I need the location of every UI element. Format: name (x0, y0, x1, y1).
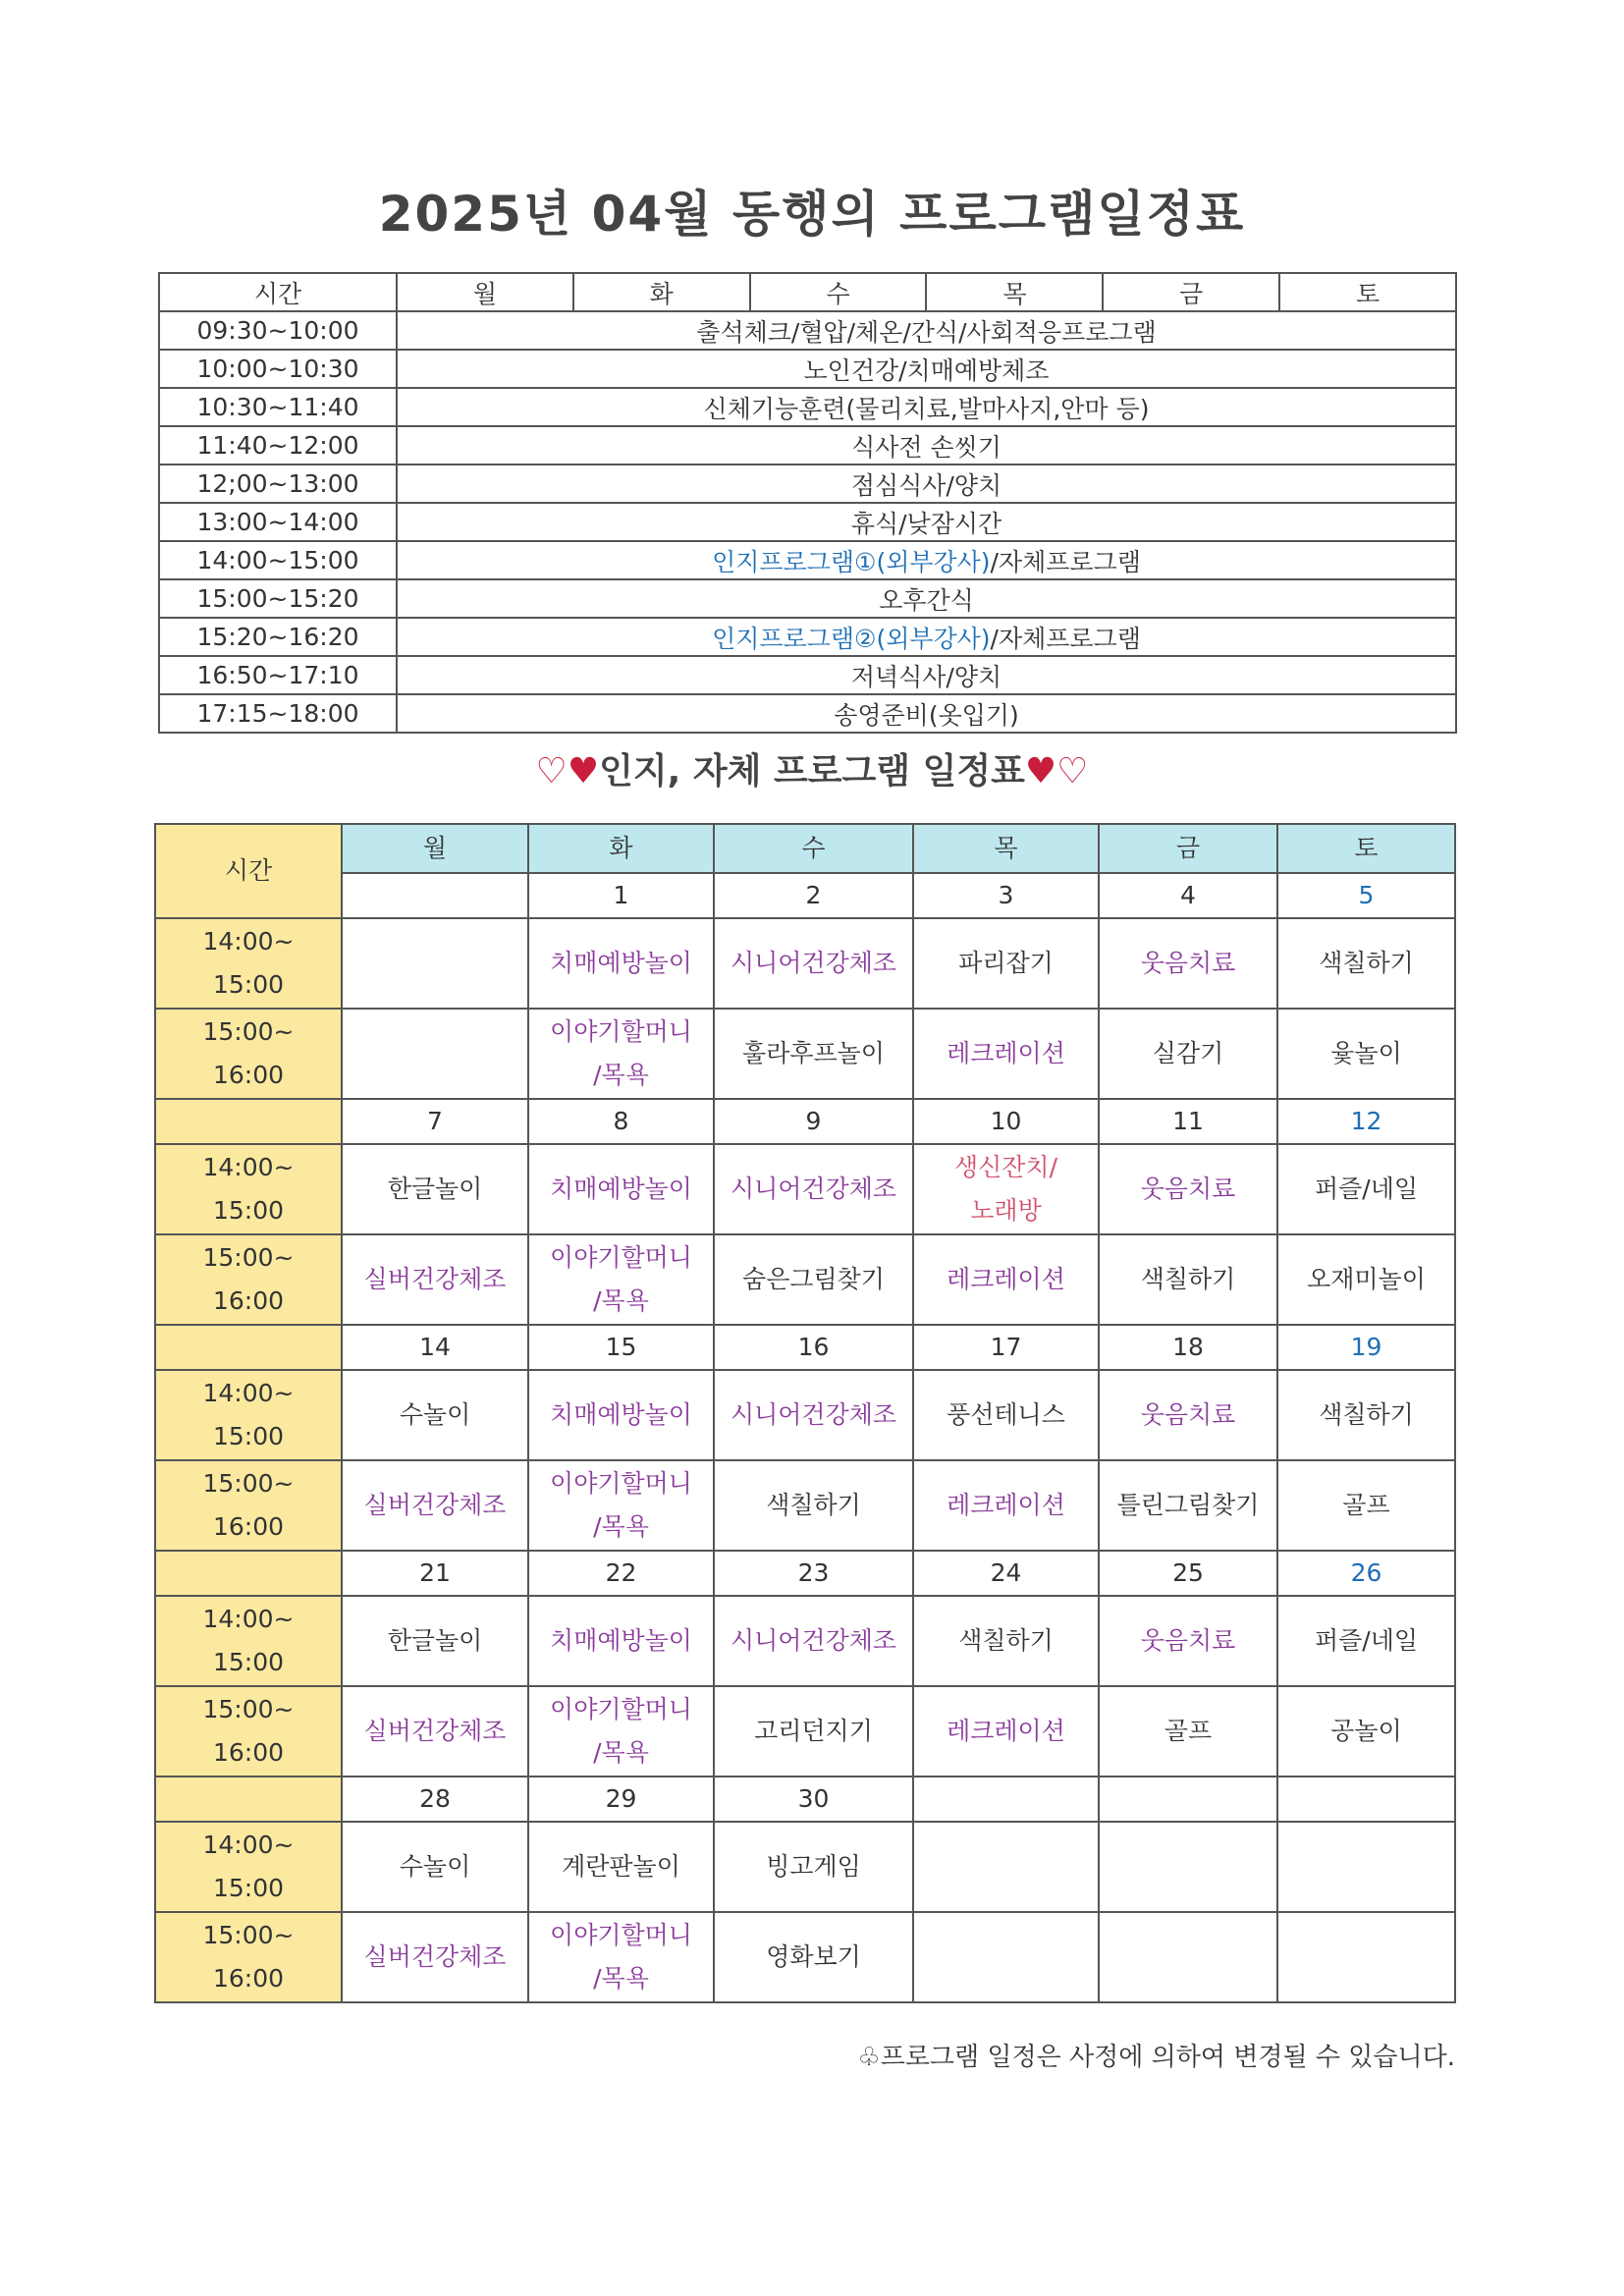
activity-cell: 이야기할머니 /목욕 (528, 1234, 714, 1325)
time-slot-line: 16:00 (212, 1286, 285, 1315)
date-cell: 15 (528, 1325, 714, 1370)
subtitle-text: 인지, 자체 프로그램 일정표 (599, 751, 1025, 792)
time-cell: 15:00~15:20 (159, 579, 397, 618)
activity-cell: 골프 (1277, 1460, 1455, 1551)
activity-cell: 틀린그림찾기 (1099, 1460, 1277, 1551)
activity-cell (1277, 1912, 1455, 2002)
activity-cell: 실버건강체조 (342, 1460, 528, 1551)
date-cell (342, 873, 528, 918)
activity-cell: 파리잡기 (913, 918, 1099, 1009)
activity-cell: 퍼즐/네일 (1277, 1144, 1455, 1234)
date-cell: 26 (1277, 1551, 1455, 1596)
date-cell: 5 (1277, 873, 1455, 918)
time-slot-line: 15:00 (212, 1422, 285, 1450)
date-cell: 19 (1277, 1325, 1455, 1370)
time-slot-line: 15:00~ (202, 1469, 295, 1498)
time-blank-cell (155, 1551, 342, 1596)
time-slot-cell (155, 1144, 342, 1234)
date-cell: 24 (913, 1551, 1099, 1596)
activity-cell (397, 350, 1456, 388)
activity-cell: 시니어건강체조 (714, 1596, 913, 1686)
date-cell: 8 (528, 1099, 714, 1144)
activity-cell: 치매예방놀이 (528, 1370, 714, 1460)
time-slot-line: 16:00 (212, 1738, 285, 1767)
time-blank-cell (155, 1325, 342, 1370)
date-row (155, 1777, 1455, 1822)
date-cell: 22 (528, 1551, 714, 1596)
time-slot-line: 14:00~ (202, 1379, 295, 1407)
activity-cell: 웃음치료 (1099, 1370, 1277, 1460)
time-cell: 10:30~11:40 (159, 388, 397, 426)
activity-cell (397, 694, 1456, 733)
activity-cell: 레크레이션 (913, 1009, 1099, 1099)
activity-cell: 색칠하기 (714, 1460, 913, 1551)
date-cell: 30 (714, 1777, 913, 1822)
time-blank-cell (155, 1777, 342, 1822)
activity-cell: 치매예방놀이 (528, 1144, 714, 1234)
date-cell: 3 (913, 873, 1099, 918)
time-cell: 15:20~16:20 (159, 618, 397, 656)
activity-cell: 색칠하기 (913, 1596, 1099, 1686)
activity-row (155, 1144, 1455, 1234)
day-header: 월 (342, 824, 528, 873)
activity-text: 오후간식 (879, 585, 974, 615)
date-cell: 7 (342, 1099, 528, 1144)
date-row (155, 824, 1455, 873)
activity-row (155, 1009, 1455, 1099)
date-row (155, 873, 1455, 918)
activity-cell (397, 579, 1456, 618)
activity-cell: 계란판놀이 (528, 1822, 714, 1912)
time-slot-line: 16:00 (212, 1061, 285, 1089)
time-slot-line: 15:00 (212, 1874, 285, 1902)
time-cell: 17:15~18:00 (159, 694, 397, 733)
schedule-row (159, 465, 1456, 503)
heart-icon: ♡♥ (535, 751, 600, 792)
activity-cell (1099, 1822, 1277, 1912)
date-cell: 4 (1099, 873, 1277, 918)
activity-cell: 색칠하기 (1099, 1234, 1277, 1325)
date-cell: 11 (1099, 1099, 1277, 1144)
activity-cell: 이야기할머니 /목욕 (528, 1686, 714, 1777)
date-cell (1099, 1777, 1277, 1822)
date-cell: 16 (714, 1325, 913, 1370)
activity-cell: 훌라후프놀이 (714, 1009, 913, 1099)
date-cell: 25 (1099, 1551, 1277, 1596)
time-cell: 14:00~15:00 (159, 541, 397, 579)
time-slot-line: 14:00~ (202, 1605, 295, 1633)
time-slot-line: 15:00 (212, 1196, 285, 1225)
activity-cell (342, 918, 528, 1009)
activity-row (155, 1234, 1455, 1325)
activity-cell: 레크레이션 (913, 1234, 1099, 1325)
activity-cell (397, 465, 1456, 503)
activity-cell (1099, 1912, 1277, 2002)
activity-cell (913, 1822, 1099, 1912)
activity-row (155, 1596, 1455, 1686)
schedule-row (159, 426, 1456, 465)
activity-cell: 수놀이 (342, 1370, 528, 1460)
activity-cell: 숨은그림찾기 (714, 1234, 913, 1325)
date-row (155, 1551, 1455, 1596)
activity-text: 식사전 손씻기 (851, 432, 1001, 462)
activity-text: 출석체크/혈압/체온/간식/사회적응프로그램 (696, 317, 1157, 347)
time-slot-line: 15:00 (212, 1648, 285, 1676)
activity-cell: 윷놀이 (1277, 1009, 1455, 1099)
time-slot-cell (155, 1822, 342, 1912)
activity-cell: 한글놀이 (342, 1144, 528, 1234)
activity-cell (397, 388, 1456, 426)
time-slot-cell (155, 1009, 342, 1099)
activity-row (155, 1686, 1455, 1777)
activity-cell: 영화보기 (714, 1912, 913, 2002)
page-title: 2025년 04월 동행의 프로그램일정표 (378, 186, 1246, 243)
activity-cell (913, 1912, 1099, 2002)
activity-text: 저녁식사/양치 (850, 662, 1002, 691)
activity-cell: 치매예방놀이 (528, 1596, 714, 1686)
time-slot-line: 15:00 (212, 970, 285, 999)
activity-cell: 퍼즐/네일 (1277, 1596, 1455, 1686)
activity-text: /자체프로그램 (990, 547, 1141, 576)
activity-cell: 이야기할머니 /목욕 (528, 1460, 714, 1551)
day-header: 금 (1103, 273, 1279, 311)
activity-text: /자체프로그램 (990, 624, 1141, 653)
activity-cell: 실버건강체조 (342, 1686, 528, 1777)
activity-cell: 시니어건강체조 (714, 1370, 913, 1460)
activity-cell: 실감기 (1099, 1009, 1277, 1099)
time-header: 시간 (155, 824, 342, 918)
schedule-row (159, 694, 1456, 733)
activity-cell (397, 618, 1456, 656)
date-cell: 29 (528, 1777, 714, 1822)
schedule-row (159, 311, 1456, 350)
time-slot-line: 14:00~ (202, 1831, 295, 1859)
time-slot-cell (155, 1370, 342, 1460)
schedule-row (159, 579, 1456, 618)
activity-cell: 실버건강체조 (342, 1912, 528, 2002)
header-row (159, 273, 1456, 311)
activity-cell: 색칠하기 (1277, 1370, 1455, 1460)
time-header: 시간 (159, 273, 397, 311)
time-slot-line: 15:00~ (202, 1921, 295, 1949)
time-slot-cell (155, 918, 342, 1009)
day-header: 화 (573, 273, 750, 311)
activity-cell (397, 541, 1456, 579)
time-slot-line: 14:00~ (202, 927, 295, 956)
time-slot-cell (155, 1686, 342, 1777)
activity-cell (1277, 1822, 1455, 1912)
activity-cell: 레크레이션 (913, 1686, 1099, 1777)
program-subtitle (0, 743, 1624, 793)
schedule-row (159, 618, 1456, 656)
heart-icon: ♥♡ (1024, 751, 1089, 792)
day-header: 목 (926, 273, 1103, 311)
date-cell: 1 (528, 873, 714, 918)
schedule-row (159, 656, 1456, 694)
activity-cell (397, 311, 1456, 350)
activity-cell: 시니어건강체조 (714, 918, 913, 1009)
day-header: 수 (750, 273, 927, 311)
time-slot-cell (155, 1460, 342, 1551)
activity-cell (397, 656, 1456, 694)
time-blank-cell (155, 1099, 342, 1144)
date-cell: 12 (1277, 1099, 1455, 1144)
date-cell: 2 (714, 873, 913, 918)
activity-cell: 시니어건강체조 (714, 1144, 913, 1234)
activity-row (155, 918, 1455, 1009)
activity-cell: 공놀이 (1277, 1686, 1455, 1777)
activity-cell: 고리던지기 (714, 1686, 913, 1777)
date-cell: 23 (714, 1551, 913, 1596)
date-cell (1277, 1777, 1455, 1822)
time-slot-cell (155, 1596, 342, 1686)
time-slot-line: 15:00~ (202, 1695, 295, 1723)
activity-text: 인지프로그램②(외부강사) (712, 624, 991, 653)
activity-text: 점심식사/양치 (850, 470, 1002, 500)
time-slot-cell (155, 1234, 342, 1325)
date-cell: 10 (913, 1099, 1099, 1144)
date-cell: 28 (342, 1777, 528, 1822)
schedule-row (159, 388, 1456, 426)
time-slot-line: 15:00~ (202, 1017, 295, 1046)
date-cell: 17 (913, 1325, 1099, 1370)
time-cell: 10:00~10:30 (159, 350, 397, 388)
activity-cell: 빙고게임 (714, 1822, 913, 1912)
activity-cell: 이야기할머니 /목욕 (528, 1009, 714, 1099)
time-cell: 13:00~14:00 (159, 503, 397, 541)
activity-cell: 골프 (1099, 1686, 1277, 1777)
day-header: 수 (714, 824, 913, 873)
schedule-row (159, 350, 1456, 388)
activity-cell: 웃음치료 (1099, 1596, 1277, 1686)
activity-cell: 풍선테니스 (913, 1370, 1099, 1460)
activity-cell: 오재미놀이 (1277, 1234, 1455, 1325)
date-cell: 18 (1099, 1325, 1277, 1370)
daily-schedule-table (158, 272, 1457, 734)
schedule-row (159, 503, 1456, 541)
time-cell: 11:40~12:00 (159, 426, 397, 465)
activity-cell: 치매예방놀이 (528, 918, 714, 1009)
time-cell: 16:50~17:10 (159, 656, 397, 694)
day-header: 월 (397, 273, 573, 311)
time-cell: 09:30~10:00 (159, 311, 397, 350)
date-cell: 21 (342, 1551, 528, 1596)
day-header: 목 (913, 824, 1099, 873)
monthly-program-table (154, 823, 1456, 2003)
activity-cell: 이야기할머니 /목욕 (528, 1912, 714, 2002)
activity-cell (397, 426, 1456, 465)
date-row (155, 1325, 1455, 1370)
activity-cell (342, 1009, 528, 1099)
activity-row (155, 1912, 1455, 2002)
activity-text: 노인건강/치매예방체조 (803, 355, 1050, 385)
day-header: 토 (1277, 824, 1455, 873)
activity-text: 인지프로그램①(외부강사) (712, 547, 991, 576)
activity-cell: 한글놀이 (342, 1596, 528, 1686)
day-header: 화 (528, 824, 714, 873)
activity-text: 신체기능훈련(물리치료,발마사지,안마 등) (703, 394, 1150, 423)
day-header: 금 (1099, 824, 1277, 873)
time-slot-line: 16:00 (212, 1512, 285, 1541)
time-slot-line: 15:00~ (202, 1243, 295, 1272)
activity-text: 휴식/낮잠시간 (850, 509, 1002, 538)
date-cell: 14 (342, 1325, 528, 1370)
activity-text: 송영준비(옷입기) (834, 700, 1019, 730)
activity-cell: 실버건강체조 (342, 1234, 528, 1325)
day-header: 토 (1279, 273, 1456, 311)
activity-cell: 생신잔치/ 노래방 (913, 1144, 1099, 1234)
footnote: ♧프로그램 일정은 사정에 의하여 변경될 수 있습니다. (857, 2043, 1455, 2072)
activity-row (155, 1822, 1455, 1912)
date-cell (913, 1777, 1099, 1822)
time-slot-cell (155, 1912, 342, 2002)
date-row (155, 1099, 1455, 1144)
activity-cell: 웃음치료 (1099, 918, 1277, 1009)
activity-row (155, 1370, 1455, 1460)
activity-cell (397, 503, 1456, 541)
time-cell: 12;00~13:00 (159, 465, 397, 503)
schedule-row (159, 541, 1456, 579)
activity-row (155, 1460, 1455, 1551)
time-slot-line: 14:00~ (202, 1153, 295, 1181)
activity-cell: 수놀이 (342, 1822, 528, 1912)
date-cell: 9 (714, 1099, 913, 1144)
activity-cell: 레크레이션 (913, 1460, 1099, 1551)
activity-cell: 웃음치료 (1099, 1144, 1277, 1234)
activity-cell: 색칠하기 (1277, 918, 1455, 1009)
time-slot-line: 16:00 (212, 1964, 285, 1993)
